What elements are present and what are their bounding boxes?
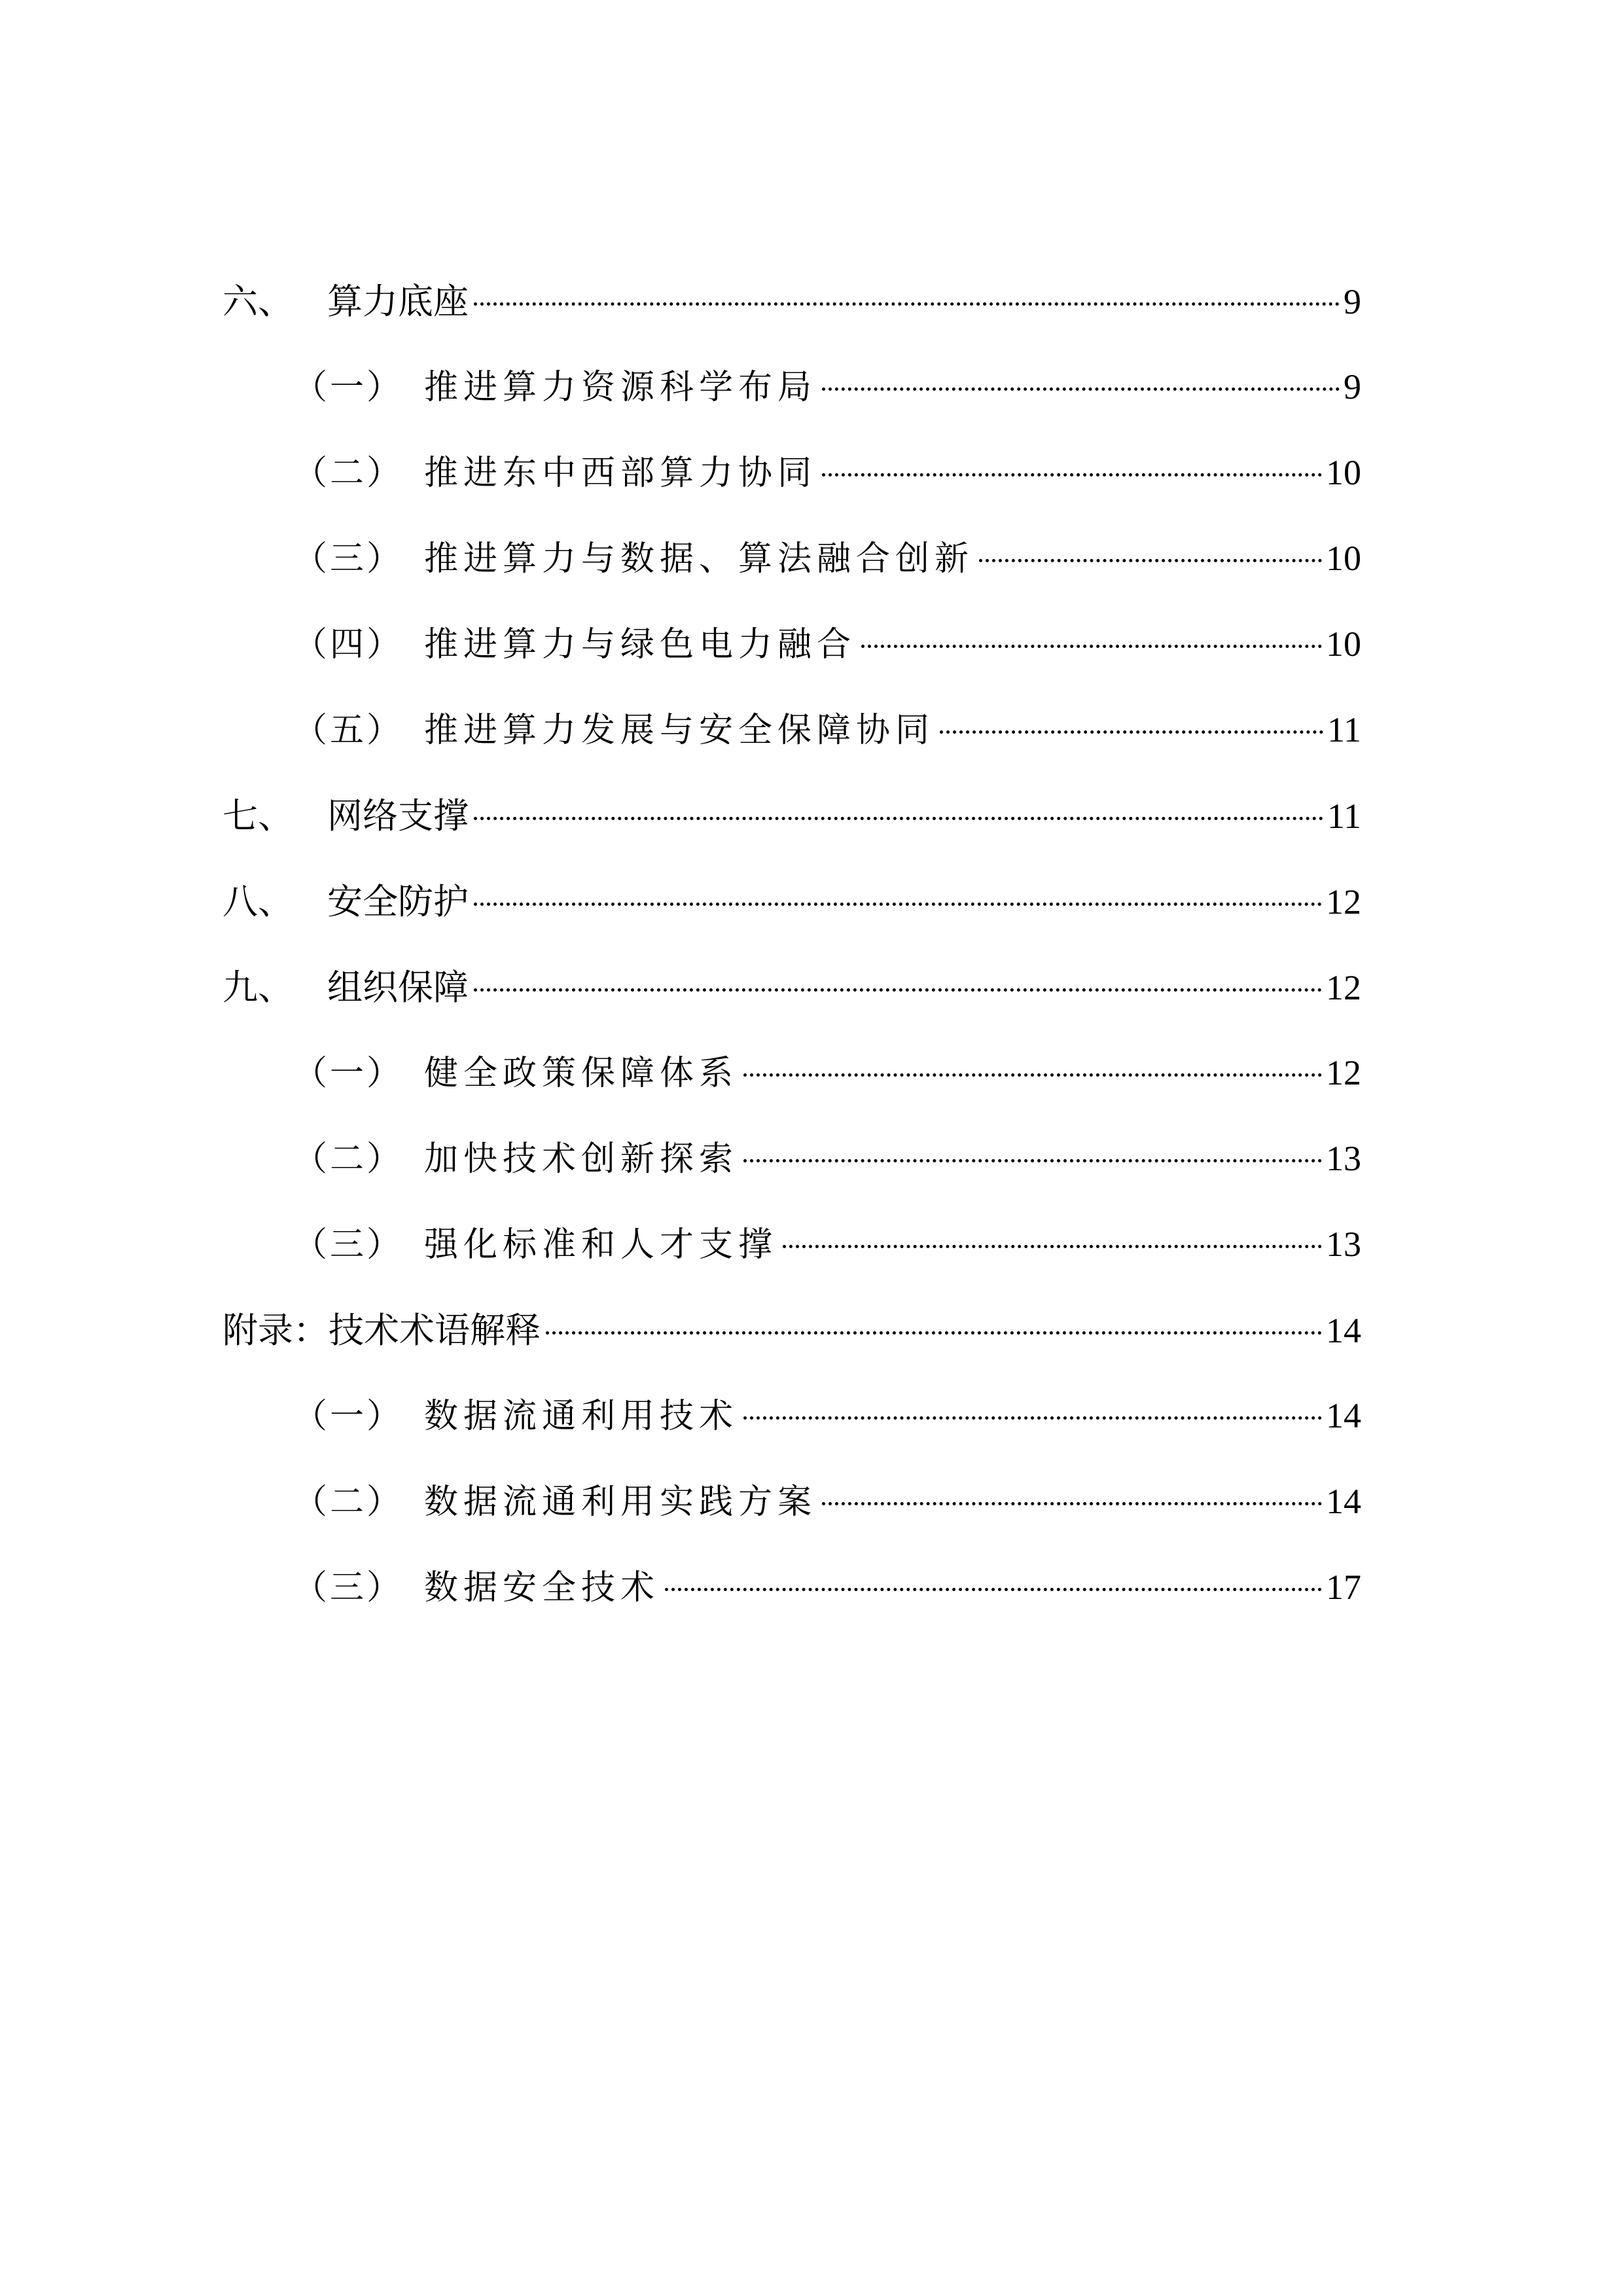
toc-entry[interactable] — [223, 1116, 1361, 1202]
toc-entry-number: （一） — [293, 1397, 404, 1436]
toc-entry-title: 健全政策保障体系 — [424, 1054, 739, 1093]
toc-entry-number: 七、 — [223, 795, 293, 836]
toc-entry[interactable] — [223, 259, 1361, 344]
dot-leader — [743, 1159, 1322, 1162]
toc-entry[interactable] — [223, 687, 1361, 773]
dot-leader — [474, 302, 1340, 306]
dot-leader — [665, 1588, 1322, 1591]
dot-leader — [822, 387, 1340, 391]
toc-entry-number: （三） — [293, 1225, 404, 1265]
toc-entry[interactable] — [223, 516, 1361, 601]
dot-leader — [979, 559, 1322, 562]
toc-entry-number: （三） — [293, 539, 404, 579]
toc-entry-title: 数据安全技术 — [424, 1568, 660, 1607]
toc-entry-page: 13 — [1326, 1139, 1361, 1178]
dot-leader — [743, 1416, 1322, 1420]
dot-leader — [474, 817, 1323, 820]
toc-entry-title: 强化标准和人才支撑 — [424, 1225, 778, 1265]
toc-entry-page: 11 — [1327, 797, 1361, 836]
toc-entry-page: 14 — [1326, 1311, 1361, 1350]
toc-entry-number: 附录： — [223, 1310, 329, 1351]
toc-entry[interactable] — [223, 1030, 1361, 1116]
toc-entry-page: 9 — [1344, 282, 1361, 321]
toc-entry-page: 12 — [1326, 968, 1361, 1007]
toc-entry-number: 六、 — [223, 281, 293, 322]
toc-entry-page: 10 — [1326, 453, 1361, 492]
toc-entry-number: （一） — [293, 368, 404, 407]
toc-entry-page: 10 — [1326, 624, 1361, 664]
toc-entry[interactable] — [223, 1373, 1361, 1459]
dot-leader — [743, 1073, 1322, 1077]
dot-leader — [822, 473, 1322, 476]
toc-entry-title: 推进算力与绿色电力融合 — [424, 625, 857, 664]
toc-entry-number: （二） — [293, 454, 404, 493]
toc-entry[interactable] — [223, 601, 1361, 687]
toc-entry-title: 组织保障 — [327, 967, 469, 1008]
table-of-contents — [223, 259, 1361, 1630]
toc-entry-page: 17 — [1326, 1568, 1361, 1607]
toc-entry-title: 网络支撑 — [327, 795, 469, 836]
toc-entry-number: （二） — [293, 1139, 404, 1179]
toc-entry[interactable] — [223, 344, 1361, 430]
dot-leader — [822, 1502, 1322, 1505]
toc-entry[interactable] — [223, 773, 1361, 859]
toc-entry-title: 推进算力与数据、算法融合创新 — [424, 539, 974, 579]
toc-entry-page: 12 — [1326, 882, 1361, 922]
toc-entry-page: 9 — [1344, 367, 1361, 406]
toc-entry-title: 算力底座 — [327, 281, 469, 322]
toc-entry-number: （五） — [293, 711, 404, 750]
toc-entry[interactable] — [223, 1459, 1361, 1545]
dot-leader — [474, 903, 1322, 906]
toc-entry-number: 八、 — [223, 881, 293, 922]
toc-entry-number: （一） — [293, 1054, 404, 1093]
toc-entry-title: 加快技术创新探索 — [424, 1139, 739, 1179]
toc-entry[interactable] — [223, 1202, 1361, 1287]
toc-entry[interactable] — [223, 1545, 1361, 1630]
toc-entry-page: 12 — [1326, 1053, 1361, 1092]
toc-entry[interactable] — [223, 859, 1361, 944]
toc-entry-page: 14 — [1326, 1396, 1361, 1435]
toc-entry[interactable] — [223, 944, 1361, 1030]
dot-leader — [474, 988, 1322, 992]
toc-entry-number: （二） — [293, 1482, 404, 1522]
toc-entry-title: 安全防护 — [327, 881, 469, 922]
toc-entry-title: 推进算力资源科学布局 — [424, 368, 817, 407]
dot-leader — [546, 1331, 1322, 1335]
dot-leader — [940, 730, 1323, 734]
toc-entry-number: （三） — [293, 1568, 404, 1607]
toc-entry-title: 数据流通利用技术 — [424, 1397, 739, 1436]
toc-entry-number: 九、 — [223, 967, 293, 1008]
toc-entry-page: 10 — [1326, 539, 1361, 578]
toc-entry-title: 技术术语解释 — [329, 1310, 541, 1351]
dot-leader — [783, 1245, 1322, 1248]
toc-entry[interactable] — [223, 1287, 1361, 1373]
toc-entry[interactable] — [223, 430, 1361, 516]
toc-entry-page: 13 — [1326, 1225, 1361, 1264]
toc-entry-page: 11 — [1327, 710, 1361, 749]
toc-entry-title: 数据流通利用实践方案 — [424, 1482, 817, 1522]
toc-entry-page: 14 — [1326, 1482, 1361, 1521]
toc-entry-number: （四） — [293, 625, 404, 664]
dot-leader — [861, 645, 1322, 648]
toc-entry-title: 推进算力发展与安全保障协同 — [424, 711, 935, 750]
toc-entry-title: 推进东中西部算力协同 — [424, 454, 817, 493]
